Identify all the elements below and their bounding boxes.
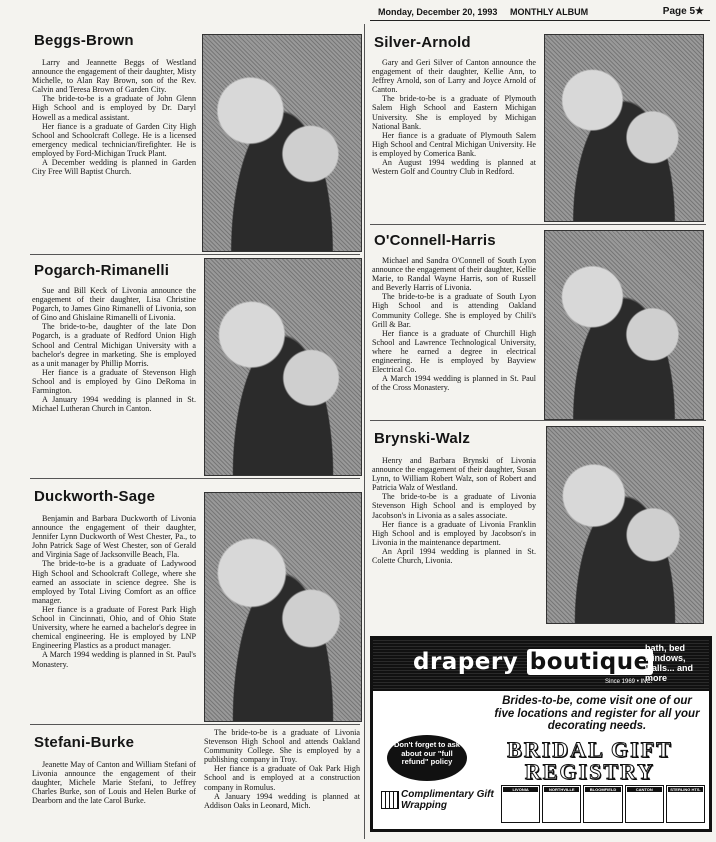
paragraph: A January 1994 wedding is planned in St. Michael Lutheran Church in Canton. [32, 395, 196, 414]
engagement-photo-pogarch [204, 258, 362, 476]
paragraph: Her fiance is a graduate of Livonia Franklin High School and is employed by Jacobson's in Livonia in the maintenance department. [372, 519, 536, 547]
article-body-beggs [32, 58, 196, 176]
article-title-silver: Silver-Arnold [374, 34, 471, 51]
gift-box-icon [381, 791, 399, 809]
paragraph: Michael and Sandra O'Connell of South Lyon announce the engagement of their daughter, Kellie Marie, to Randal Wayne Harris, son of Russell and Beverly Harris of Livonia. [372, 256, 536, 293]
paragraph: Benjamin and Barbara Duckworth of Livonia announce the engagement of their daughter, Jennifer Lynn Duckworth of West Chester, Pa., to John Patrick Sage of West Chester, son of Gerald and Virginia Sage of Jacksonville Beach, Fla. [32, 514, 196, 560]
paragraph: A December wedding is planned in Garden City Free Will Baptist Church. [32, 158, 196, 177]
issue-date: Monday, December 20, 1993 [378, 7, 498, 17]
paragraph: The bride-to-be is a graduate of Livonia Stevenson High School and attends Oakland Community College. She is employed by a publishing company in Troy. [204, 728, 360, 765]
ad-store-list [501, 785, 705, 823]
paragraph: Jeanette May of Canton and William Stefani of Livonia announce the engagement of their daughter, Michele Marie Stefani, to Jeffrey Charles Burke, son of Louis and Helen Burke of Dearborn and the late Carol Burke. [32, 760, 196, 806]
paragraph: Her fiance is a graduate of Forest Park High School in Cincinnati, Ohio, and of Ohio State University, where he earned a bachelor's degree in chemical engineering. He is employed by LNP Engineering Plastics as a product manager. [32, 604, 196, 651]
article-title-brynski: Brynski-Walz [374, 430, 471, 447]
store-box: STERLING HTS. [666, 785, 705, 823]
paragraph: Larry and Jeannette Beggs of Westland announce the engagement of their daughter, Misty Michelle, to Alan Ray Brown, son of the Rev. Calvin and Teresa Brown of Garden City. [32, 58, 196, 95]
store-box: BLOOMFIELD [583, 785, 622, 823]
ad-tagline: bath, bed windows, walls... and more [645, 643, 694, 683]
publication-name: MONTHLY ALBUM [510, 7, 589, 17]
engagement-photo-brynski [546, 426, 704, 624]
engagement-photo-beggs [202, 34, 362, 252]
section-divider [370, 420, 706, 421]
article-title-beggs: Beggs-Brown [34, 32, 134, 49]
paragraph: A March 1994 wedding is planned in St. Paul of the Cross Monastery. [372, 374, 536, 393]
ad-since: Since 1969 • INC. [605, 679, 653, 685]
paragraph: Gary and Geri Silver of Canton announce the engagement of their daughter, Kellie Ann, to Jeffrey Arnold, son of Larry and Joyce Arnold of Canton. [372, 58, 536, 95]
paragraph: Sue and Bill Keck of Livonia announce the engagement of their daughter, Lisa Christine Pogarch, to James Gino Rimanelli of Livonia, son of Gino and Ghislaine Rimanelli of Livonia. [32, 286, 196, 323]
paragraph: An April 1994 wedding is planned in St. Colette Church, Livonia. [372, 546, 536, 566]
ad-gift-wrap: Complimentary Gift Wrapping [401, 789, 494, 811]
section-divider [30, 478, 360, 479]
drapery-boutique-ad [370, 636, 712, 832]
section-divider [30, 254, 360, 255]
article-body-duckworth [32, 514, 196, 669]
page-header [370, 6, 710, 21]
paragraph: The bride-to-be is a graduate of Ladywood High School and Schoolcraft College, where she earned an associate in science degree. She is employed by Total Living Comfort as an office manager. [32, 559, 196, 605]
paragraph: Henry and Barbara Brynski of Livonia announce the engagement of their daughter, Susan Lynn, to William Robert Walz, son of Robert and Patricia Walz of Westland. [372, 456, 536, 493]
engagement-photo-silver [544, 34, 704, 222]
article-body-silver [372, 58, 536, 176]
paragraph: Her fiance is a graduate of Plymouth Salem High School and Central Michigan University. He is employed by Comerica Bank. [372, 130, 536, 158]
paragraph: Her fiance is a graduate of Oak Park High School and is employed at a construction company in Romulus. [204, 764, 360, 792]
paragraph: Her fiance is a graduate of Garden City High School and Schoolcraft College. He is a licensed emergency medical technician/firefighter. He is employed by Ford-Michigan Truck Plant. [32, 121, 196, 158]
paragraph: The bride-to-be is a graduate of Livonia Stevenson High School and is employed by Jacobson's in Livonia as a sales associate. [372, 492, 536, 520]
paragraph: The bride-to-be, daughter of the late Don Pogarch, is a graduate of Redford Union High School and Central Michigan University with a bachelor's degree in marketing. She is employed as a unit manager by Phillip Morris. [32, 322, 196, 368]
paragraph: An August 1994 wedding is planned at Western Golf and Country Club in Redford. [372, 158, 536, 177]
article-title-duckworth: Duckworth-Sage [34, 488, 156, 505]
paragraph: Her fiance is a graduate of Churchill High School and Lawrence Technological University, where he earned a degree in electrical engineering. He is employed by Bayview Electrical Co. [372, 328, 536, 375]
store-box: CANTON [625, 785, 664, 823]
article-body-oconnell [372, 256, 536, 392]
article-body-stefani [32, 760, 196, 805]
article-body-pogarch [32, 286, 196, 413]
article-title-pogarch: Pogarch-Rimanelli [34, 262, 170, 279]
ad-headline: Brides-to-be, come visit one of our five locations and register for all your decorating needs. [494, 695, 700, 732]
article-title-stefani: Stefani-Burke [34, 734, 135, 751]
engagement-photo-oconnell [544, 230, 704, 420]
paragraph: The bride-to-be is a graduate of South Lyon High School and is attending Oakland Community College. She is employed by Chili's Grill & Bar. [372, 292, 536, 329]
section-divider [370, 224, 706, 225]
engagement-photo-duckworth [204, 492, 362, 722]
article-title-oconnell: O'Connell-Harris [374, 232, 496, 249]
article-body-brynski [372, 456, 536, 565]
column-divider [364, 24, 365, 839]
section-divider [30, 724, 360, 725]
ad-banner [373, 639, 709, 691]
article-body-stefani-continued [204, 728, 360, 810]
ad-refund-badge: Don't forget to ask about our "full refund" policy [387, 735, 467, 781]
paragraph: The bride-to-be is a graduate of John Glenn High School and is employed by Dr. Daryl Howell as a medical assistant. [32, 94, 196, 122]
page-number: Page 5★ [662, 6, 704, 17]
store-box: NORTHVILLE [542, 785, 581, 823]
paragraph: Her fiance is a graduate of Stevenson High School and is employed by Gino DeRoma in Farmington. [32, 367, 196, 396]
store-box: LIVONIA [501, 785, 540, 823]
paragraph: The bride-to-be is a graduate of Plymouth Salem High School and Eastern Michigan University. She is employed by Michigan National Bank. [372, 94, 536, 131]
ad-logo: drapery boutique [413, 649, 653, 675]
ad-registry-title: BRIDAL GIFT REGISTRY [507, 737, 673, 784]
paragraph: A January 1994 wedding is planned at Addison Oaks in Leonard, Mich. [204, 791, 360, 810]
paragraph: A March 1994 wedding is planned in St. Paul's Monastery. [32, 650, 196, 669]
